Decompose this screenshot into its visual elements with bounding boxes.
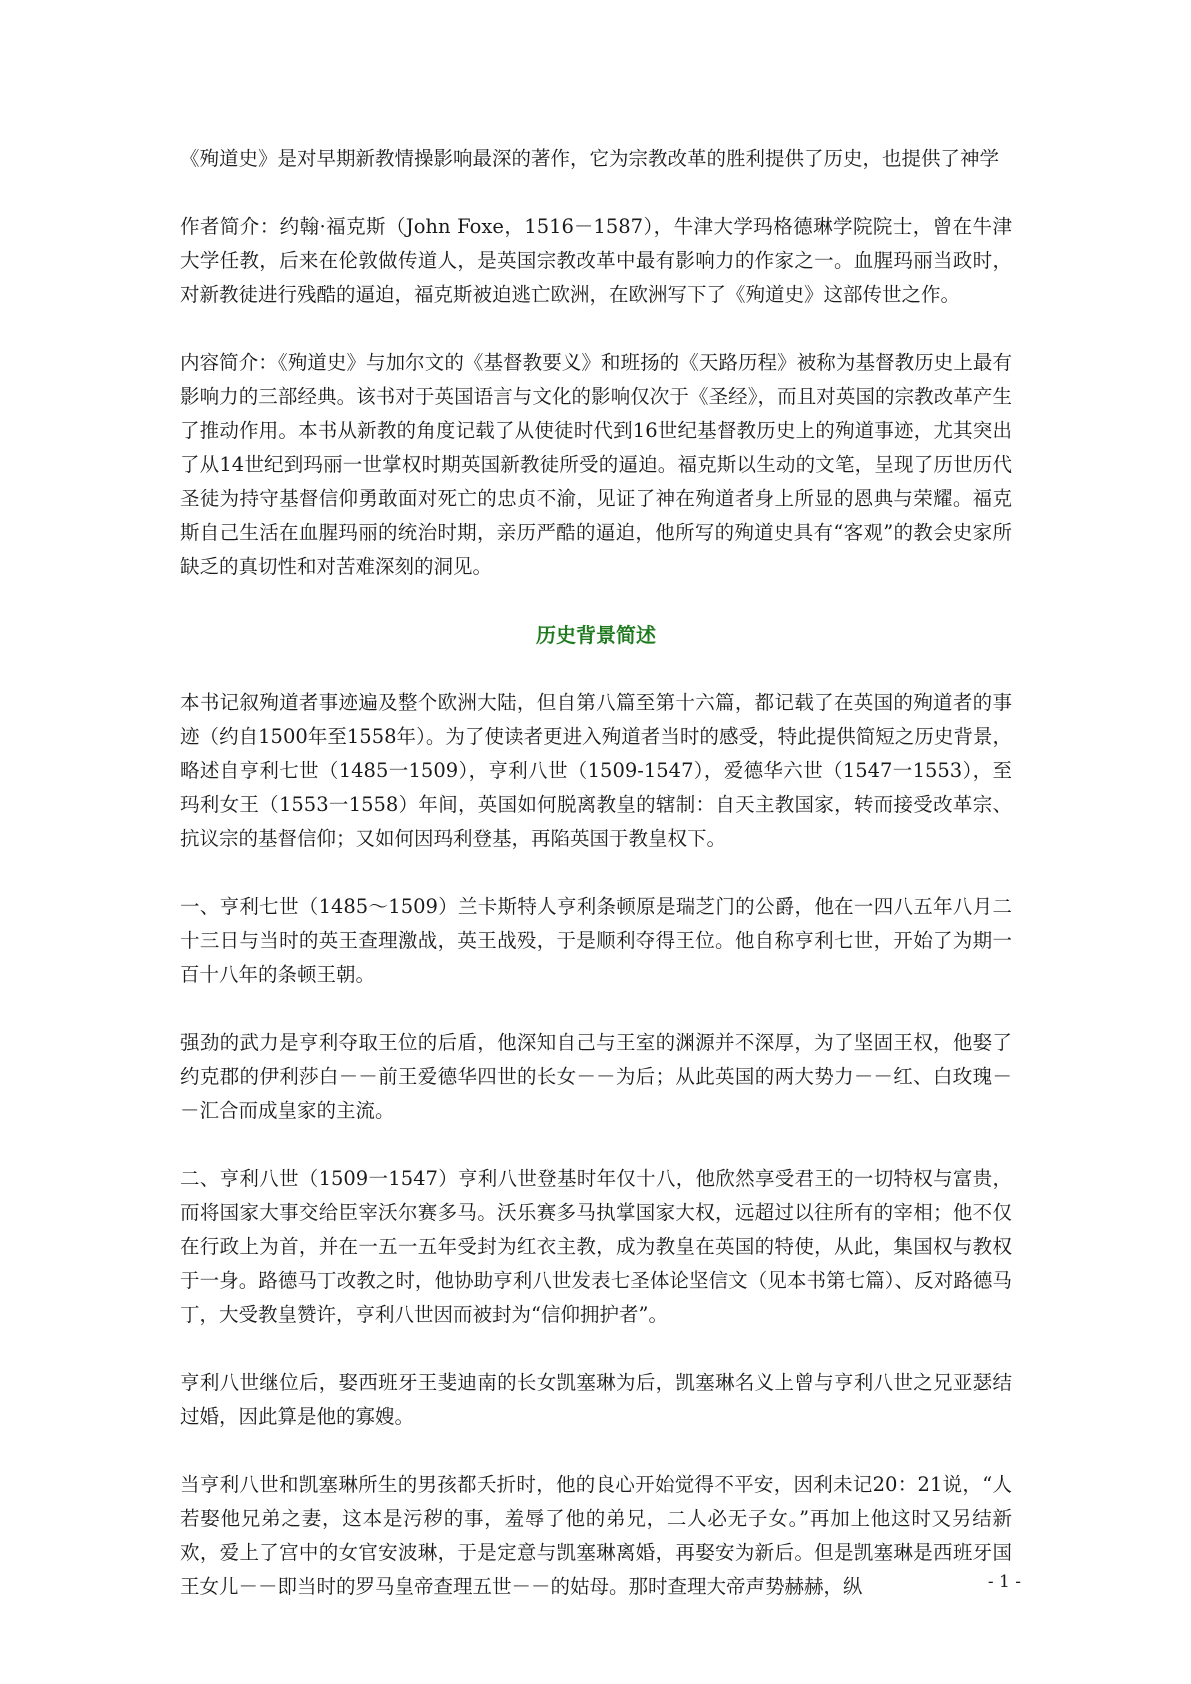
catherine-paragraph: 亨利八世继位后，娶西班牙王斐迪南的长女凯塞琳为后，凯塞琳名义上曾与亨利八世之兄亚瑟结过婚，因此算是他的寡嫂。 [180,1371,1012,1428]
background-paragraph: 本书记叙殉道者事迹遍及整个欧洲大陆，但自第八篇至第十六篇，都记载了在英国的殉道者的事迹（约自1500年至1558年）。为了使读者更进入殉道者当时的感受，特此提供简短之历史背景，略述自亨利七世（1485一1509），亨利八世（1509-1547），爱德华六世（1547一1553），至玛利女王（1553一1558）年间，英国如何脱离教皇的辖制：自天主教国家，转而接受改革宗、抗议宗的基督信仰；又如何因玛利登基，再陷英国于教皇权下。 [180,691,1012,850]
henry-viii-paragraph: 二、亨利八世（1509一1547）亨利八世登基时年仅十八，他欣然享受君王的一切特权与富贵，而将国家大事交给臣宰沃尔赛多马。沃乐赛多马执掌国家大权，远超过以往所有的宰相；他不仅在行政上为首，并在一五一五年受封为红衣主教，成为教皇在英国的特使，从此，集国权与教权于一身。路德马丁改教之时，他协助亨利八世发表七圣体论坚信文（见本书第七篇）、反对路德马丁，大受教皇赞许，亨利八世因而被封为“信仰拥护者”。 [180,1167,1012,1326]
section-heading: 历史背景简述 [536,623,656,647]
divorce-paragraph: 当亨利八世和凯塞琳所生的男孩都夭折时，他的良心开始觉得不平安，因利未记20：21说，“人若娶他兄弟之妻，这本是污秽的事，羞辱了他的弟兄，二人必无子女。”再加上他这时又另结新欢，爱上了宫中的女官安波琳，于是定意与凯塞琳离婚，再娶安为新后。但是凯塞琳是西班牙国王女儿－－即当时的罗马皇帝查理五世－－的姑母。那时查理大帝声势赫赫，纵 [180,1473,1012,1598]
henry-vii-paragraph: 一、亨利七世（1485～1509）兰卡斯特人亨利条顿原是瑞芝门的公爵，他在一四八五年八月二十三日与当时的英王查理激战，英王战殁，于是顺利夺得王位。他自称亨利七世，开始了为期一百十八年的条顿王朝。 [180,895,1012,986]
author-intro-paragraph: 作者简介：约翰·福克斯（John Foxe，1516－1587），牛津大学玛格德琳学院院士，曾在牛津大学任教，后来在伦敦做传道人，是英国宗教改革中最有影响力的作家之一。血腥玛丽当政时，对新教徒进行残酷的逼迫，福克斯被迫逃亡欧洲，在欧洲写下了《殉道史》这部传世之作。 [180,215,1012,306]
document-body [180,142,1012,1638]
page-number: - 1 - [987,1572,1021,1592]
intro-paragraph: 《殉道史》是对早期新教情操影响最深的著作，它为宗教改革的胜利提供了历史，也提供了神学 [180,147,1000,170]
content-intro-paragraph: 内容简介：《殉道史》与加尔文的《基督教要义》和班扬的《天路历程》被称为基督教历史上最有影响力的三部经典。该书对于英国语言与文化的影响仅次于《圣经》，而且对英国的宗教改革产生了推动作用。本书从新教的角度记载了从使徒时代到16世纪基督教历史上的殉道事迹，尤其突出了从14世纪到玛丽一世掌权时期英国新教徒所受的逼迫。福克斯以生动的文笔，呈现了历世历代圣徒为持守基督信仰勇敢面对死亡的忠贞不渝，见证了神在殉道者身上所显的恩典与荣耀。福克斯自己生活在血腥玛丽的统治时期，亲历严酷的逼迫，他所写的殉道史具有“客观”的教会史家所缺乏的真切性和对苦难深刻的洞见。 [180,351,1012,578]
henry-vii-marriage-paragraph: 强劲的武力是亨利夺取王位的后盾，他深知自己与王室的渊源并不深厚，为了坚固王权，他娶了约克郡的伊利莎白－－前王爱德华四世的长女－－为后；从此英国的两大势力－－红、白玫瑰－－汇合而成皇家的主流。 [180,1031,1012,1122]
